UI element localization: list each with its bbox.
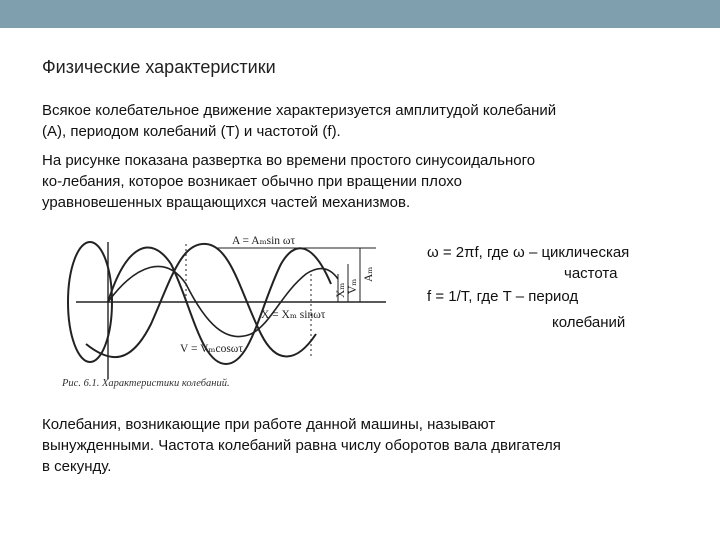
equation-a: A = Aₘsin ωτ	[232, 235, 296, 247]
description-line: ко-лебания, которое возникает обычно при вращении плохо	[42, 173, 462, 190]
label-xm: Xₘ	[335, 282, 347, 298]
omega-formula-continuation: частота	[564, 265, 618, 282]
description-line: На рисунке показана развертка во времени простого синусоидального	[42, 152, 536, 169]
intro-line: Всякое колебательное движение характеризуется амплитудой колебаний	[42, 102, 557, 119]
frequency-formula: f = 1/T, где T – период	[427, 288, 579, 305]
label-am: Aₘ	[363, 266, 375, 282]
bottom-line: в секунду.	[42, 458, 112, 475]
bottom-line: Колебания, возникающие при работе данной машины, называют	[42, 416, 496, 433]
equation-x: X = Xₘ sinωτ	[261, 309, 326, 321]
equation-v: V = Vₘcosωτ	[180, 343, 244, 355]
forced-oscillations-paragraph	[42, 414, 682, 477]
top-bar	[0, 0, 720, 28]
figure-caption: Рис. 6.1. Характеристики колебаний.	[62, 378, 230, 389]
frequency-formula-continuation: колебаний	[552, 314, 626, 331]
figure-description-paragraph	[42, 150, 682, 213]
intro-line: (А), периодом колебаний (Т) и частотой (f).	[42, 123, 341, 140]
label-vm: Vₘ	[347, 278, 359, 294]
bottom-line: вынужденными. Частота колебаний равна числу оборотов вала двигателя	[42, 437, 561, 454]
oscillation-figure	[56, 224, 396, 394]
omega-formula: ω = 2πf, где ω – циклическая	[427, 244, 630, 261]
intro-paragraph	[42, 100, 682, 142]
description-line: уравновешенных вращающихся частей механизмов.	[42, 194, 411, 211]
oscillation-figure-drawing	[56, 224, 396, 394]
slide-title: Физические характеристики	[42, 57, 276, 77]
